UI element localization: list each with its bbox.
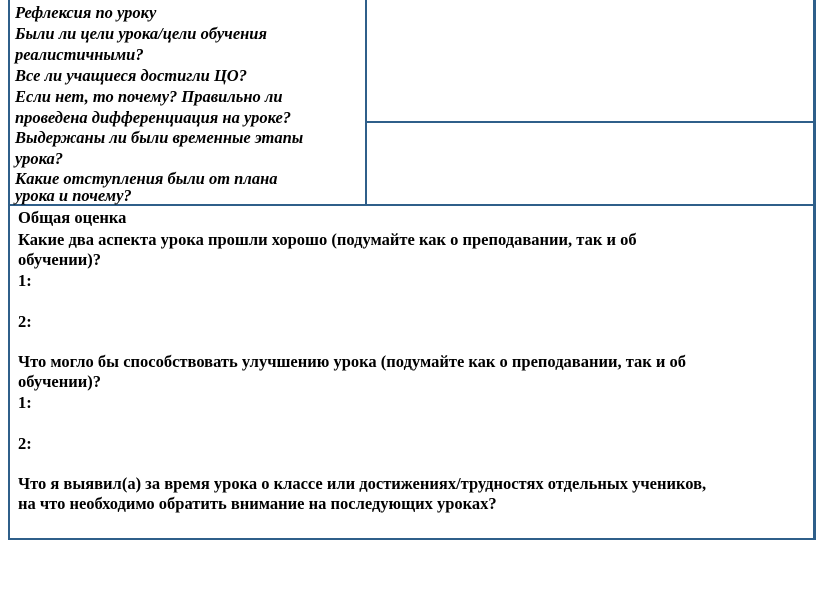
table-border-bottom [8, 538, 816, 540]
answer-cell-bottom[interactable] [367, 123, 813, 204]
table-border-left [8, 0, 10, 540]
answer-label: 2: [18, 312, 32, 331]
reflection-question: урока? [15, 149, 64, 168]
reflection-title: Рефлексия по уроку [15, 3, 157, 22]
reflection-question: Были ли цели урока/цели обучения [15, 24, 267, 43]
reflection-question: Выдержаны ли были временные этапы [15, 128, 304, 147]
reflection-question: Какие отступления были от плана [15, 169, 278, 188]
reflection-question: урока и почему? [15, 186, 132, 205]
assessment-question: Что могло бы способствовать улучшению урока (подумайте как о преподавании, так и об [18, 352, 687, 371]
reflection-question: Все ли учащиеся достигли ЦО? [15, 66, 247, 85]
answer-label: 2: [18, 434, 32, 453]
assessment-question: на что необходимо обратить внимание на последующих уроках? [18, 494, 497, 513]
assessment-title: Общая оценка [18, 208, 127, 227]
reflection-question: проведена дифференциация на уроке? [15, 108, 292, 127]
reflection-question: Если нет, то почему? Правильно ли [15, 87, 283, 106]
answer-label: 1: [18, 393, 32, 412]
reflection-question: реалистичными? [15, 45, 144, 64]
assessment-question: обучении)? [18, 250, 102, 269]
answer-label: 1: [18, 271, 32, 290]
assessment-question: Какие два аспекта урока прошли хорошо (подумайте как о преподавании, так и об [18, 230, 637, 249]
assessment-question: Что я выявил(а) за время урока о классе или достижениях/трудностях отдельных учеников, [18, 474, 707, 493]
answer-cell-top[interactable] [367, 0, 813, 121]
assessment-question: обучении)? [18, 372, 102, 391]
